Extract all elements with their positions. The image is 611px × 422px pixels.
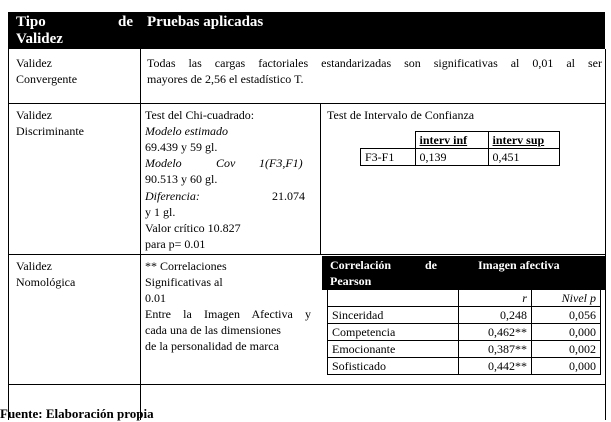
pearson-head-d: Imagen afectiva bbox=[478, 258, 560, 272]
corr-note-5: cada una de las dimensiones bbox=[145, 323, 281, 337]
header-row bbox=[8, 12, 605, 49]
header-pruebas: Pruebas aplicadas bbox=[147, 14, 264, 30]
discriminante-label-2: Discriminante bbox=[16, 124, 84, 138]
header-tipo: Tipo bbox=[16, 14, 46, 30]
chi-diff-gl: y 1 gl. bbox=[145, 205, 176, 219]
pearson-row-name: Competencia bbox=[328, 324, 459, 341]
pearson-row-p: 0,002 bbox=[531, 341, 600, 358]
interval-title: Test de Intervalo de Confianza bbox=[327, 108, 475, 122]
pearson-head-b: de bbox=[425, 258, 437, 272]
chi-title: Test del Chi-cuadrado: bbox=[145, 108, 255, 122]
table-bottom-border bbox=[8, 384, 606, 385]
corr-note-2: Significativas al bbox=[145, 275, 223, 289]
interval-sup: 0,451 bbox=[488, 149, 559, 166]
chi-model-cov-c: 1(F3,F1) bbox=[259, 156, 303, 170]
interval-table bbox=[360, 131, 560, 166]
table-row bbox=[328, 358, 601, 375]
pearson-row-r: 0,442** bbox=[458, 358, 531, 375]
chi-val1: 69.439 y 59 gl. bbox=[145, 140, 218, 154]
corr-note-6: de la personalidad de marca bbox=[145, 339, 279, 353]
interval-inf: 0,139 bbox=[415, 149, 488, 166]
pearson-head-a: Correlación bbox=[330, 258, 392, 272]
pearson-row-p: 0,000 bbox=[531, 358, 600, 375]
pearson-row-r: 0,387** bbox=[458, 341, 531, 358]
row-divider-2 bbox=[8, 254, 606, 255]
pearson-row-name: Sinceridad bbox=[328, 307, 459, 324]
corr-note-4: Entre la Imagen Afectiva y bbox=[145, 307, 311, 321]
pearson-row-p: 0,000 bbox=[531, 324, 600, 341]
interval-row-label: F3-F1 bbox=[361, 149, 416, 166]
header-validez: Validez bbox=[16, 31, 63, 47]
discriminante-label-1: Validez bbox=[16, 108, 52, 122]
convergente-label-1: Validez bbox=[16, 56, 52, 70]
footer-source: Fuente: Elaboración propia bbox=[0, 406, 154, 421]
table-row bbox=[328, 341, 601, 358]
header-de: de bbox=[118, 14, 133, 30]
chi-p: para p= 0.01 bbox=[145, 237, 206, 251]
pearson-col-r: r bbox=[458, 290, 531, 307]
chi-diff-value: 21.074 bbox=[272, 189, 305, 203]
nomologica-label-2: Nomológica bbox=[16, 275, 76, 289]
pearson-row-p: 0,056 bbox=[531, 307, 600, 324]
convergente-text-1: Todas las cargas factoriales estandarizadas son significativas al 0,01 al ser bbox=[147, 56, 602, 70]
table-col-divider bbox=[140, 49, 141, 420]
pearson-row-r: 0,248 bbox=[458, 307, 531, 324]
table-right-border bbox=[605, 49, 606, 420]
interval-col-inf: interv inf bbox=[415, 132, 488, 149]
pearson-row-name: Sofisticado bbox=[328, 358, 459, 375]
corr-note-3: 0.01 bbox=[145, 291, 166, 305]
table-row bbox=[328, 324, 601, 341]
nomologica-label-1: Validez bbox=[16, 259, 52, 273]
table-left-border bbox=[8, 49, 9, 420]
pearson-table bbox=[327, 290, 601, 375]
table-row bbox=[328, 307, 601, 324]
convergente-text-2: mayores de 2,56 el estadístico T. bbox=[147, 72, 304, 86]
pearson-head-c: Pearson bbox=[330, 274, 372, 288]
interval-col-sup: interv sup bbox=[488, 132, 559, 149]
pearson-row-r: 0,462** bbox=[458, 324, 531, 341]
discriminante-inner-divider bbox=[320, 104, 321, 254]
pearson-col-p: Nivel p bbox=[531, 290, 600, 307]
chi-model-est: Modelo estimado bbox=[145, 124, 228, 138]
row-divider-1 bbox=[8, 103, 606, 104]
chi-diff-label: Diferencia: bbox=[145, 189, 200, 203]
convergente-label-2: Convergente bbox=[16, 72, 78, 86]
chi-model-cov-a: Modelo bbox=[145, 156, 182, 170]
pearson-row-name: Emocionante bbox=[328, 341, 459, 358]
corr-note-1: ** Correlaciones bbox=[145, 259, 227, 273]
chi-val2: 90.513 y 60 gl. bbox=[145, 172, 218, 186]
chi-model-cov-b: Cov bbox=[216, 156, 236, 170]
chi-critical: Valor crítico 10.827 bbox=[145, 221, 241, 235]
